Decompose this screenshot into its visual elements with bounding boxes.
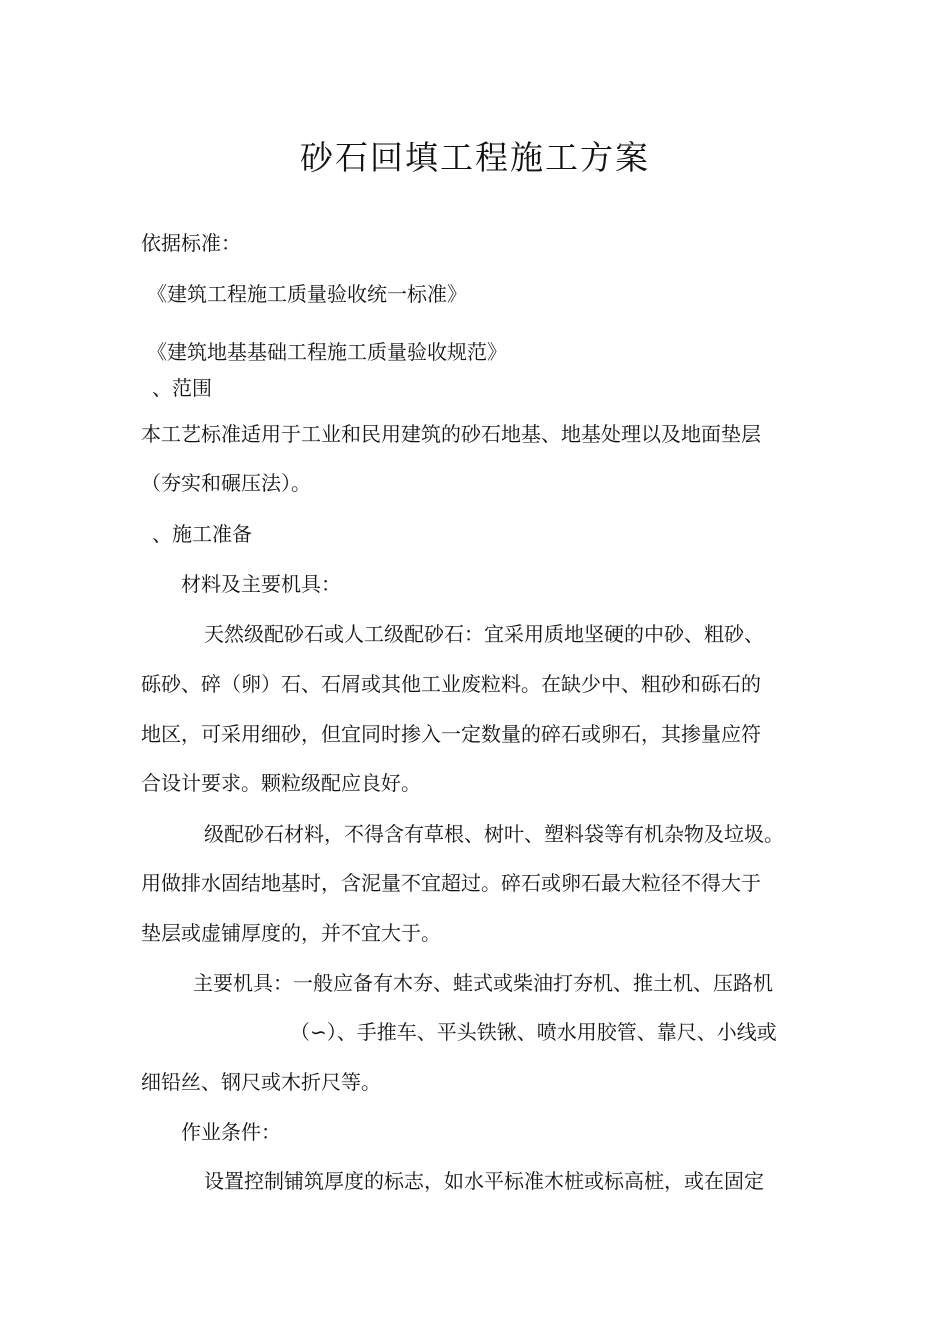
text-line: 依据标准： <box>141 231 241 255</box>
text-line: 垫层或虚铺厚度的，并不宜大于。 <box>141 921 441 945</box>
text-line: 、范围 <box>152 376 212 400</box>
text-line: 主要机具：一般应备有木夯、蛙式或柴油打夯机、推土机、压路机 <box>193 971 773 995</box>
text-line: 天然级配砂石或人工级配砂石：宜采用质地坚硬的中砂、粗砂、 <box>204 622 764 646</box>
text-line: 《建筑地基基础工程施工质量验收规范》 <box>147 340 507 364</box>
text-line: 《建筑工程施工质量验收统一标准》 <box>147 282 467 306</box>
text-line: （夯实和碾压法）。 <box>141 471 311 495</box>
text-line: 设置控制铺筑厚度的标志，如水平标准木桩或标高桩，或在固定 <box>204 1169 764 1193</box>
text-line: 用做排水固结地基时，含泥量不宜超过。碎石或卵石最大粒径不得大于 <box>141 871 761 895</box>
text-line: 砾砂、碎（卵）石、石屑或其他工业废粒料。在缺少中、粗砂和砾石的 <box>141 672 761 696</box>
text-line: （∽）、手推车、平头铁锹、喷水用胶管、靠尺、小线或 <box>290 1020 777 1044</box>
text-line: 、施工准备 <box>152 522 252 546</box>
text-line: 本工艺标准适用于工业和民用建筑的砂石地基、地基处理以及地面垫层 <box>141 422 761 446</box>
text-line: 级配砂石材料，不得含有草根、树叶、塑料袋等有机杂物及垃圾。 <box>204 822 784 846</box>
document-title: 砂石回填工程施工方案 <box>300 138 650 177</box>
text-line: 合设计要求。颗粒级配应良好。 <box>141 771 421 795</box>
text-line: 细铅丝、钢尺或木折尺等。 <box>141 1070 381 1094</box>
text-line: 材料及主要机具： <box>181 572 341 596</box>
text-line: 地区，可采用细砂，但宜同时掺入一定数量的碎石或卵石，其掺量应符 <box>141 722 761 746</box>
text-line: 作业条件： <box>181 1120 281 1144</box>
